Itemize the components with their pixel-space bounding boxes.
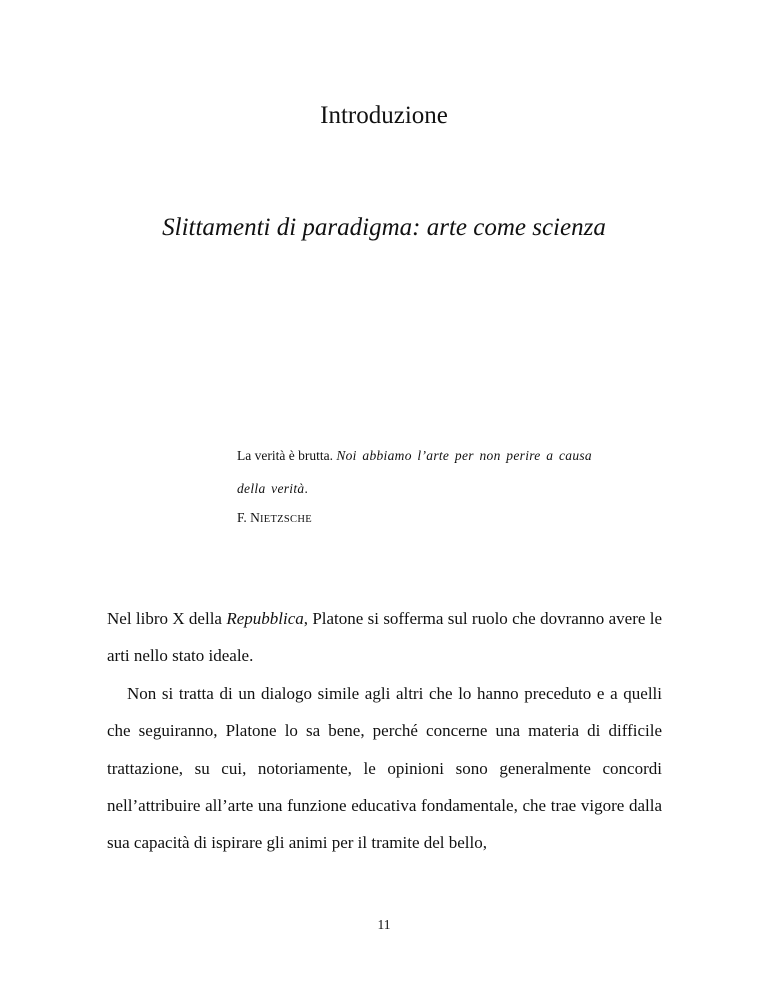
epigraph-author: [237, 508, 312, 530]
epigraph-text-normal: La verità è brutta.: [237, 448, 333, 463]
paragraph-1-start: Nel libro X della: [107, 609, 227, 628]
paragraph-2: Non si tratta di un dialogo simile agli altri che lo hanno preceduto e a quelli che seguiranno, Platone lo sa bene, perché concerne una materia di difficile trattazione, su cui, notoriamente, le opinioni sono generalmente concordi nell’attribuire all’arte una funzione educativa fondamentale, che trae vigore dalla sua capacità di ispirare gli animi per il tramite del bello,: [107, 683, 662, 853]
chapter-title: Introduzione: [320, 102, 448, 129]
author-surname: IETZSCHE: [259, 514, 312, 525]
author-initial: F. N: [237, 510, 260, 525]
page-number: 11: [377, 917, 391, 932]
paragraph-1-rest: , Platone si sofferma sul ruolo che dovranno avere le arti nello stato ideale.: [107, 609, 663, 666]
chapter-subtitle: Slittamenti di paradigma: arte come scienza: [162, 214, 606, 241]
paragraph-1: [107, 600, 662, 675]
epigraph-text-italic-continued: della verità: [237, 481, 305, 496]
epigraph-period: .: [304, 481, 308, 496]
body-text: [107, 600, 662, 862]
work-title: Repubblica: [226, 609, 304, 628]
epigraph-quote: [237, 439, 657, 505]
epigraph-text-italic: Noi abbiamo l’arte per non perire a causa: [336, 448, 592, 463]
